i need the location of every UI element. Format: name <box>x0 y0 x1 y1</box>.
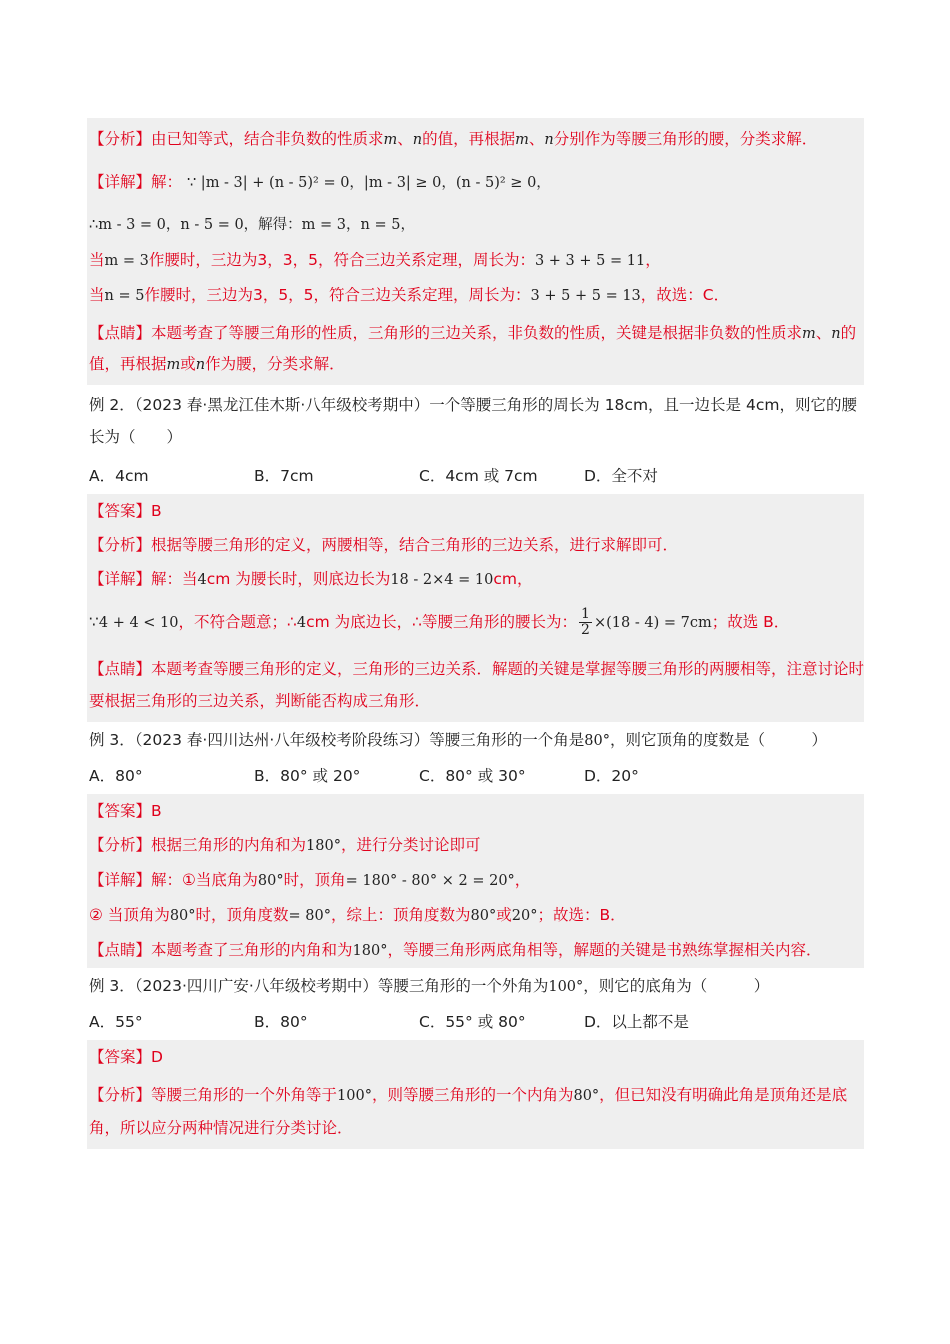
example-3-options <box>87 758 864 794</box>
detail-text-2: cm 为腰长时，则底边长为 <box>206 570 391 588</box>
step-text: ，不符合题意；∴ <box>178 613 297 631</box>
comment-text: 本题考查了等腰三角形的性质，三角形的三边关系，非负数的性质，关键是根据非负数的性质求 <box>151 324 803 342</box>
option-b: B．7cm <box>254 467 314 485</box>
detail-text-3: ， <box>514 871 531 889</box>
detail-text-3: cm， <box>493 570 533 588</box>
solution-block-1 <box>87 118 864 385</box>
angle-value: 180° <box>352 943 388 959</box>
detail-text: 解：当 <box>151 570 198 588</box>
analysis-text: 【分析】根据三角形的内角和为 <box>89 836 307 854</box>
case2-line <box>87 278 864 313</box>
comment-line <box>87 933 864 968</box>
angle-value: 80° <box>257 873 284 889</box>
detail-line <box>87 562 864 597</box>
var-n-4: n <box>195 357 206 373</box>
comment-or: 或 <box>180 355 196 373</box>
analysis-line: 【分析】根据等腰三角形的定义，两腰相等，结合三角形的三边关系，进行求解即可． <box>89 536 679 554</box>
example-2-options <box>87 458 864 494</box>
analysis-text-2: ，则等腰三角形的一个内角为 <box>371 1086 574 1104</box>
detail-tag: 【详解】 <box>89 173 152 191</box>
sep-3: 、 <box>815 324 832 342</box>
comment-line: 【点睛】本题考查等腰三角形的定义，三角形的三边关系．解题的关键是掌握等腰三角形的两腰相等，注意讨论时要根据三角形的三边关系，判断能否构成三角形． <box>89 660 865 710</box>
fraction-denominator: 2 <box>581 622 590 638</box>
comment-line <box>87 313 864 385</box>
var-n-2: n <box>544 132 554 148</box>
case2-text: 当 <box>89 286 105 304</box>
analysis-text: 【分析】等腰三角形的一个外角等于 <box>89 1086 338 1104</box>
analysis-text-3: ，但已知没有明确此角是顶角还是底角，所以应分两种情况进行分类讨论． <box>89 1086 848 1137</box>
step-text-2: cm 为底边长，∴等腰三角形的腰长为： <box>306 613 578 631</box>
fraction-half <box>579 607 592 638</box>
step-line <box>87 898 864 933</box>
angle-value: 180° <box>306 838 341 854</box>
option-a: A．4cm <box>89 467 149 485</box>
analysis-text-2: ，进行分类讨论即可 <box>340 836 481 854</box>
angle-value: 100° <box>548 979 584 995</box>
step-or: 或 <box>496 906 512 924</box>
option-b: B．80° <box>254 1013 308 1031</box>
detail-tag: 【详解】 <box>89 570 152 588</box>
option-c: C．4cm 或 7cm <box>419 467 538 485</box>
document-page <box>87 118 864 1149</box>
analysis-text-2: 的值，再根据 <box>422 130 516 148</box>
question-text-2: ，则它的底角为（ ） <box>583 977 770 995</box>
detail-text: 【详解】解：①当底角为 <box>89 871 258 889</box>
comment-text-2: 的值，再根据 <box>89 324 857 373</box>
angle-value: 100° <box>337 1088 372 1104</box>
option-a: A．55° <box>89 1013 143 1031</box>
example-4-question <box>87 968 864 1004</box>
step-line: ∴m - 3 = 0，n - 5 = 0，解得：m = 3，n = 5， <box>89 217 415 233</box>
angle-value-3: 20° <box>511 908 538 924</box>
case1-text: 当 <box>89 251 105 269</box>
detail-calc: = 180° - 80° × 2 = 20° <box>345 873 515 889</box>
option-d: D．以上都不是 <box>584 1013 689 1031</box>
analysis-line <box>87 118 864 160</box>
question-text-2: ，则它顶角的度数是（ ） <box>609 731 827 749</box>
example-4-options <box>87 1004 864 1040</box>
sep-2: 、 <box>528 130 545 148</box>
option-d: D．全不对 <box>584 467 658 485</box>
step-line <box>87 597 864 648</box>
option-d: D．20° <box>584 767 639 785</box>
question-text: 例 3．（2023·四川广安·八年级校考期中）等腰三角形的一个外角为 <box>89 977 549 995</box>
detail-line <box>87 160 864 203</box>
option-c: C．55° 或 80° <box>419 1013 526 1031</box>
case1-cond: m = 3 <box>104 253 149 269</box>
answer-line: 【答案】D <box>89 1048 163 1066</box>
comment-text: 【点睛】本题考查了三角形的内角和为 <box>89 941 353 959</box>
comment-text-3: 作为腰，分类求解． <box>205 355 345 373</box>
solution-block-3 <box>87 794 864 968</box>
var-n: n <box>412 132 423 148</box>
detail-calc: 18 - 2×4 = 10 <box>390 572 494 588</box>
fraction-numerator: 1 <box>581 606 590 622</box>
angle-value: 80° <box>584 733 610 749</box>
angle-value-2: 80° <box>573 1088 600 1104</box>
case2-cond: n = 5 <box>104 288 145 304</box>
case2-text-2: 作腰时，三边为3，5，5，符合三边关系定理，周长为： <box>144 286 531 304</box>
comment-text-2: ，等腰三角形两底角相等，解题的关键是书熟练掌握相关内容． <box>387 941 822 959</box>
solution-block-4 <box>87 1040 864 1149</box>
option-c: C．80° 或 30° <box>419 767 526 785</box>
detail-text-2: 时，顶角 <box>283 871 346 889</box>
analysis-text-3: 分别作为等腰三角形的腰，分类求解． <box>553 130 818 148</box>
angle-value: 80° <box>169 908 196 924</box>
value-4: 4 <box>296 615 307 631</box>
comment-tag: 【点睛】 <box>89 324 152 342</box>
sep: 、 <box>397 130 413 148</box>
because-symbol: ∵ <box>89 613 99 631</box>
example-2-question: 例 2．（2023 春·黑龙江佳木斯·八年级校考期中）一个等腰三角形的周长为 18cm，且一边长是 4cm，则它的腰长为（ ） <box>89 396 857 446</box>
analysis-line <box>87 828 864 863</box>
case1-line <box>87 243 864 278</box>
step-text-3: ，综上：顶角度数为 <box>331 906 471 924</box>
var-m: m <box>383 132 398 148</box>
case2-text-3: ，故选：C． <box>640 286 730 304</box>
analysis-line <box>87 1074 864 1149</box>
case1-text-3: ， <box>645 251 661 269</box>
question-text: 例 3．（2023 春·四川达州·八年级校考阶段练习）等腰三角形的一个角是 <box>89 731 585 749</box>
answer-line: 【答案】B <box>89 802 162 820</box>
case1-calc: 3 + 3 + 5 = 11 <box>534 253 646 269</box>
step-text: ② 当顶角为 <box>89 906 170 924</box>
var-n-3: n <box>831 326 841 342</box>
step-calc: = 80° <box>288 908 332 924</box>
var-m-3: m <box>802 326 816 342</box>
step-calc: ×(18 - 4) = 7cm <box>593 615 712 631</box>
step-text-4: ；故选：B． <box>537 906 626 924</box>
example-3-question <box>87 722 864 758</box>
inequality: 4 + 4 < 10 <box>98 615 179 631</box>
angle-value-2: 80° <box>470 908 497 924</box>
analysis-tag: 【分析】 <box>89 130 152 148</box>
var-m-4: m <box>166 357 181 373</box>
detail-text: 解： <box>151 173 183 191</box>
analysis-text: 由已知等式，结合非负数的性质求 <box>151 130 384 148</box>
var-m-2: m <box>515 132 529 148</box>
case2-calc: 3 + 5 + 5 = 13 <box>530 288 641 304</box>
answer-line: 【答案】B <box>89 502 162 520</box>
detail-formula: ∵ |m - 3| + (n - 5)² = 0，|m - 3| ≥ 0，(n - 5)² ≥ 0， <box>186 175 551 191</box>
option-b: B．80° 或 20° <box>254 767 361 785</box>
value-4: 4 <box>197 572 207 588</box>
option-a: A．80° <box>89 767 143 785</box>
step-text-2: 时，顶角度数 <box>195 906 289 924</box>
step-text-3: ；故选 B． <box>711 613 790 631</box>
detail-line <box>87 863 864 898</box>
case1-text-2: 作腰时，三边为3，3，5，符合三边关系定理，周长为： <box>148 251 535 269</box>
solution-block-2 <box>87 494 864 722</box>
